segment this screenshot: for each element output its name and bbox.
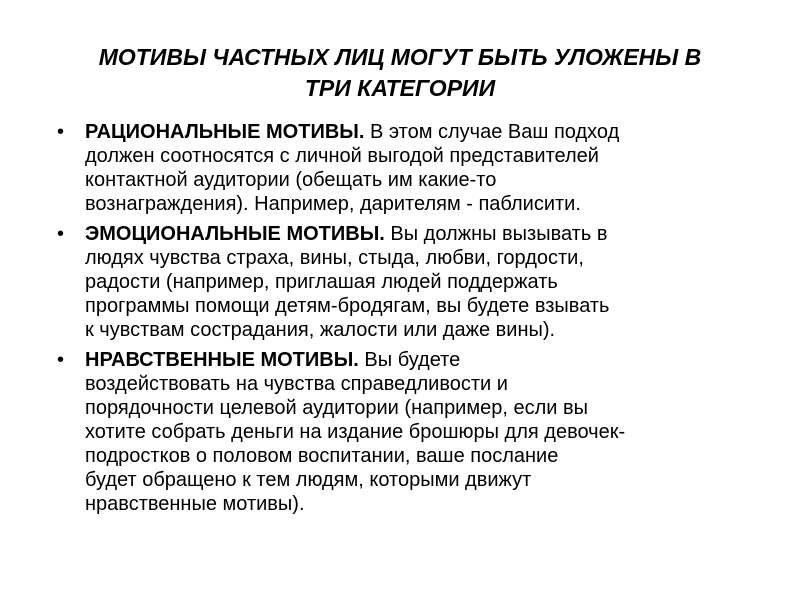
bullet-text: Вы должны вызывать в bbox=[384, 223, 608, 245]
bullet-list bbox=[57, 120, 757, 522]
bullet-text-line: хотите собрать деньги на издание брошюры для девочек- bbox=[85, 421, 626, 443]
slide-title bbox=[40, 42, 760, 104]
bullet-text-line: контактной аудитории (обещать им какие-то bbox=[85, 169, 497, 191]
bullet-text-line: нравственные мотивы). bbox=[85, 493, 305, 515]
bullet-text: В этом случае Ваш подход bbox=[364, 121, 620, 143]
bullet-icon: • bbox=[57, 121, 65, 143]
bullet-first-line bbox=[85, 348, 757, 372]
bullet-text-line: радости (например, приглашая людей поддержать bbox=[85, 271, 558, 293]
slide-title-line: МОТИВЫ ЧАСТНЫХ ЛИЦ МОГУТ БЫТЬ УЛОЖЕНЫ В bbox=[98, 44, 702, 70]
bullet-item-moral-motives bbox=[57, 348, 757, 516]
bullet-item-emotional-motives bbox=[57, 222, 757, 342]
bullet-text-line: порядочности целевой аудитории (например, если вы bbox=[85, 397, 588, 419]
bullet-icon: • bbox=[57, 223, 65, 245]
bullet-text-line: подростков о половом воспитании, ваше послание bbox=[85, 445, 559, 467]
bullet-first-line bbox=[85, 222, 757, 246]
bullet-lead: РАЦИОНАЛЬНЫЕ МОТИВЫ. bbox=[85, 121, 365, 143]
bullet-item-rational-motives bbox=[57, 120, 757, 216]
bullet-text-line: должен соотносятся с личной выгодой представителей bbox=[85, 145, 599, 167]
bullet-text-line: к чувствам сострадания, жалости или даже вины). bbox=[85, 319, 556, 341]
bullet-first-line bbox=[85, 120, 757, 144]
bullet-text: Вы будете bbox=[358, 349, 461, 371]
bullet-text-line: будет обращено к тем людям, которыми движут bbox=[85, 469, 532, 491]
bullet-text-line: людях чувства страха, вины, стыда, любви, гордости, bbox=[85, 247, 584, 269]
bullet-text-line: вознаграждения). Например, дарителям - паблисити. bbox=[85, 193, 581, 215]
slide-title-line: ТРИ КАТЕГОРИИ bbox=[304, 75, 496, 101]
bullet-icon: • bbox=[57, 349, 65, 371]
bullet-lead: НРАВСТВЕННЫЕ МОТИВЫ. bbox=[85, 349, 359, 371]
bullet-text-line: программы помощи детям-бродягам, вы будете взывать bbox=[85, 295, 610, 317]
bullet-lead: ЭМОЦИОНАЛЬНЫЕ МОТИВЫ. bbox=[85, 223, 385, 245]
bullet-text-line: воздействовать на чувства справедливости и bbox=[85, 373, 508, 395]
